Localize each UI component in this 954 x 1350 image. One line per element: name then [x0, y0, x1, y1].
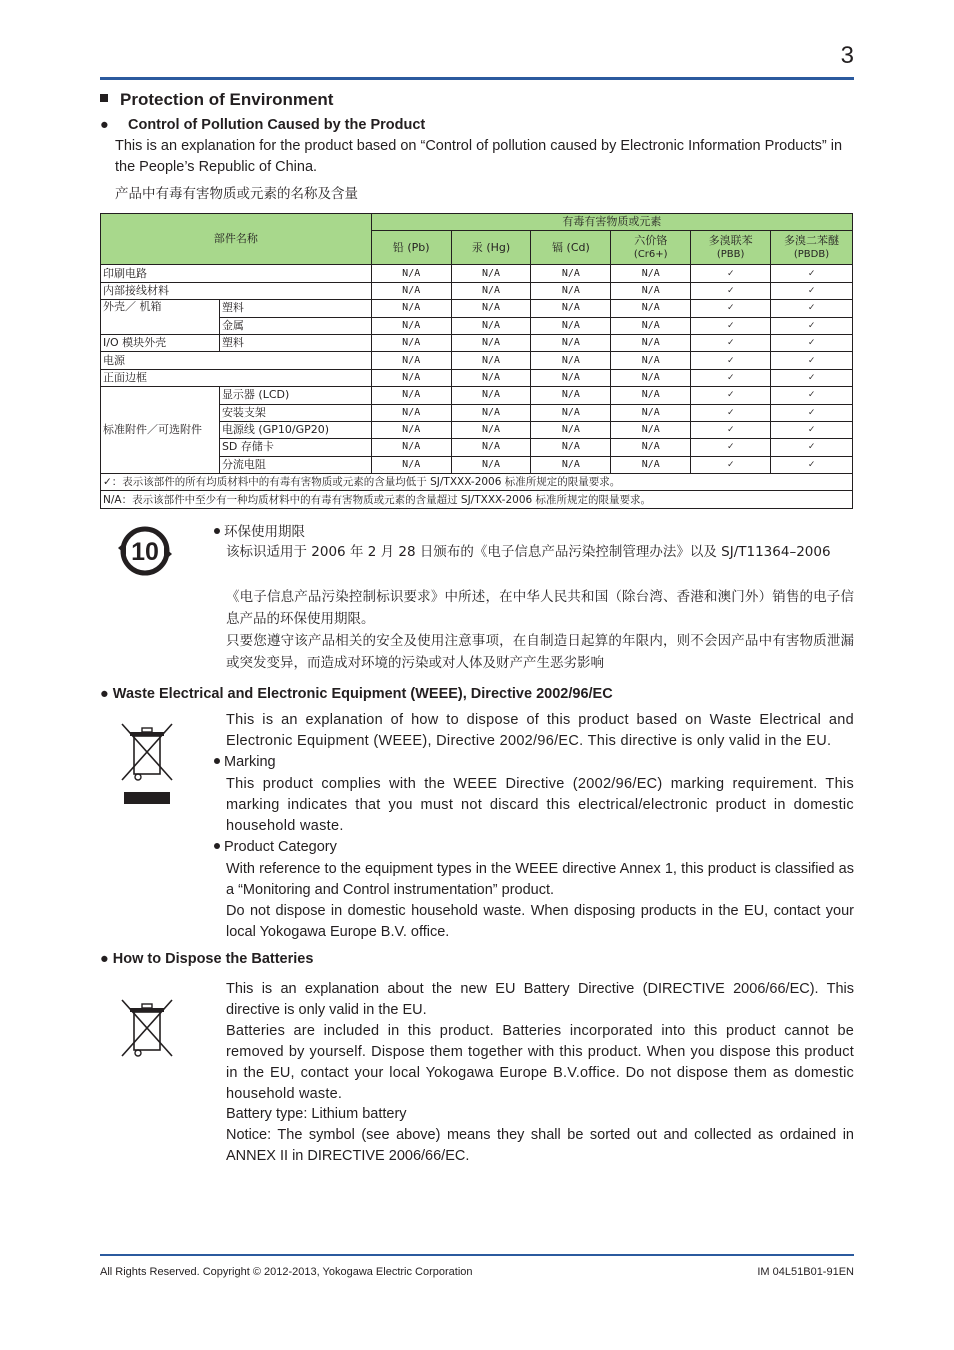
cell: N/A — [531, 421, 611, 438]
footer-doc-id: IM 04L51B01-91EN — [757, 1266, 854, 1278]
cell: N/A — [531, 404, 611, 421]
cell: N/A — [371, 352, 451, 369]
check-cell: ✓ — [691, 439, 771, 456]
row-label: I/O 模块外壳 — [101, 334, 220, 351]
cell: N/A — [451, 300, 531, 317]
check-cell: ✓ — [771, 387, 853, 404]
col-pbde-sub: (PBDB) — [793, 248, 830, 260]
battery-p4: Notice: The symbol (see above) means they shall be sorted out and collected as ordained in ANNEX II in DIRECTIVE 2006/66/EC. — [226, 1127, 854, 1164]
substance-group-header: 有毒有害物质或元素 — [371, 214, 852, 231]
row-label: 标准附件／可选附件 — [101, 387, 220, 474]
check-cell: ✓ — [691, 317, 771, 334]
cell: N/A — [611, 404, 691, 421]
cell: N/A — [451, 439, 531, 456]
epup-logo-number: 10 — [131, 538, 159, 566]
check-cell: ✓ — [691, 265, 771, 282]
row-sublabel: 显示器 (LCD) — [219, 387, 371, 404]
table-row — [101, 300, 853, 317]
epup-line2: 《电子信息产品污染控制标识要求》中所述，在中华人民共和国（除台湾、香港和澳门外）销售的电子信息产品的环保使用期限。 — [226, 589, 854, 627]
check-cell: ✓ — [771, 404, 853, 421]
cell: N/A — [371, 300, 451, 317]
cell: N/A — [531, 439, 611, 456]
cell: N/A — [531, 300, 611, 317]
cell: N/A — [451, 404, 531, 421]
row-label: 正面边框 — [101, 369, 372, 386]
footer-copyright: All Rights Reserved. Copyright © 2012-2013, Yokogawa Electric Corporation — [100, 1266, 473, 1278]
epup-10-year-icon — [112, 521, 178, 581]
check-cell: ✓ — [771, 352, 853, 369]
row-label: 内部接线材料 — [101, 282, 372, 299]
row-sublabel: 安装支架 — [219, 404, 371, 421]
cell: N/A — [611, 456, 691, 473]
cell: N/A — [531, 387, 611, 404]
check-cell: ✓ — [771, 300, 853, 317]
check-cell: ✓ — [691, 352, 771, 369]
col-pbb — [691, 231, 771, 265]
col-cr6-sub: (Cr6+) — [633, 248, 668, 260]
table-row — [101, 387, 853, 404]
check-cell: ✓ — [691, 300, 771, 317]
table-row — [101, 352, 853, 369]
battery-title: ● How to Dispose the Batteries — [100, 951, 314, 967]
table-note-check: ✓：表示该部件的所有均质材料中的有毒有害物质或元素的含量均低于 SJ/TXXX-2006 标准所规定的限量要求。 — [101, 474, 853, 491]
page-number: 3 — [840, 42, 854, 69]
check-cell: ✓ — [771, 265, 853, 282]
col-cr6-label: 六价铬 — [634, 233, 668, 247]
cell: N/A — [611, 387, 691, 404]
footer-rule — [100, 1254, 854, 1256]
cell: N/A — [451, 421, 531, 438]
cell: N/A — [371, 282, 451, 299]
col-cr6 — [611, 231, 691, 265]
weee-marking-text: This product complies with the WEEE Directive (2002/96/EC) marking requirement. This marking indicates that you must not discard this electrical/electronic product in domestic household waste. — [226, 776, 854, 834]
hazardous-substance-table — [100, 213, 853, 509]
col-hg: 汞 (Hg) — [451, 231, 531, 265]
cell: N/A — [531, 456, 611, 473]
cell: N/A — [451, 387, 531, 404]
epup-title-text: 环保使用期限 — [224, 524, 305, 540]
row-sublabel: 分流电阻 — [219, 456, 371, 473]
table-row — [101, 265, 853, 282]
cell: N/A — [611, 317, 691, 334]
col-pb: 铅 (Pb) — [371, 231, 451, 265]
check-cell: ✓ — [691, 421, 771, 438]
weee-intro: This is an explanation of how to dispose of this product based on Waste Electrical and Electronic Equipment (WEEE), Directive 2002/96/EC. This directive is only valid in the EU. — [226, 712, 854, 749]
table-note-na: N/A：表示该部件中至少有一种均质材料中的有毒有害物质或元素的含量超过 SJ/TXXX-2006 标准所规定的限量要求。 — [101, 491, 853, 508]
weee-category-title — [214, 837, 337, 858]
epup-title — [214, 520, 305, 540]
cell: N/A — [371, 421, 451, 438]
cell: N/A — [371, 456, 451, 473]
weee-category-text: With reference to the equipment types in the WEEE directive Annex 1, this product is classified as a “Monitoring and Control instrumentation” product. — [226, 861, 854, 898]
check-cell: ✓ — [771, 317, 853, 334]
header-rule — [100, 77, 854, 80]
check-cell: ✓ — [771, 334, 853, 351]
row-sublabel: 塑料 — [219, 300, 371, 317]
heading-text: Protection of Environment — [120, 90, 334, 109]
cell: N/A — [611, 369, 691, 386]
battery-crossed-bin-icon — [118, 998, 176, 1058]
cell: N/A — [451, 282, 531, 299]
cell: N/A — [371, 334, 451, 351]
cell: N/A — [531, 352, 611, 369]
cell: N/A — [531, 265, 611, 282]
cell: N/A — [611, 352, 691, 369]
cell: N/A — [451, 317, 531, 334]
check-cell: ✓ — [691, 387, 771, 404]
weee-dispose-text: Do not dispose in domestic household waste. When disposing products in the EU, contact your local Yokogawa Europe B.V. office. — [226, 903, 854, 940]
col-pbde-label: 多溴二苯醚 — [784, 233, 840, 247]
cell: N/A — [371, 387, 451, 404]
cell: N/A — [371, 317, 451, 334]
cell: N/A — [611, 282, 691, 299]
cell: N/A — [451, 352, 531, 369]
row-sublabel: SD 存储卡 — [219, 439, 371, 456]
epup-line1: 该标识适用于 2006 年 2 月 28 日颁布的《电子信息产品污染控制管理办法》以及 SJ/T11364–2006 — [226, 544, 831, 560]
cell: N/A — [451, 334, 531, 351]
pollution-intro: This is an explanation for the product based on “Control of pollution caused by Electronic Information Products” in the People’s Republic of China. — [115, 138, 843, 175]
battery-p3: Battery type: Lithium battery — [226, 1106, 407, 1122]
check-cell: ✓ — [771, 282, 853, 299]
cell: N/A — [611, 334, 691, 351]
battery-title-text: How to Dispose the Batteries — [112, 951, 314, 967]
square-bullet-icon — [100, 94, 108, 102]
check-cell: ✓ — [691, 334, 771, 351]
cell: N/A — [531, 317, 611, 334]
col-pbde — [771, 231, 853, 265]
cell: N/A — [371, 265, 451, 282]
battery-p1: This is an explanation about the new EU Battery Directive (DIRECTIVE 2006/66/EC). This directive is only valid in the EU. — [226, 981, 854, 1018]
check-cell: ✓ — [691, 369, 771, 386]
marking-title-text: Marking — [224, 754, 276, 770]
col-pbb-sub: (PBB) — [716, 248, 745, 260]
table-row — [101, 334, 853, 351]
category-title-text: Product Category — [224, 839, 337, 855]
cell: N/A — [611, 265, 691, 282]
crossed-bin-icon — [118, 722, 176, 806]
cell: N/A — [371, 439, 451, 456]
cell: N/A — [371, 404, 451, 421]
check-cell: ✓ — [691, 456, 771, 473]
pollution-title-text: Control of Pollution Caused by the Product — [128, 117, 426, 133]
table-row — [101, 282, 853, 299]
row-sublabel: 塑料 — [219, 334, 371, 351]
cell: N/A — [531, 282, 611, 299]
col-pbb-label: 多溴联苯 — [708, 233, 753, 247]
cell: N/A — [451, 456, 531, 473]
check-cell: ✓ — [771, 369, 853, 386]
cell: N/A — [451, 369, 531, 386]
section-heading — [100, 90, 333, 110]
battery-p2: Batteries are included in this product. Batteries incorporated into this product cannot be removed by yourself. Dispose them together with this product. When you dispose this product in the EU, contact your local Yokogawa Europe B.V.office. Do not dispose them as domestic household waste. — [226, 1023, 854, 1102]
epup-line3: 只要您遵守该产品相关的安全及使用注意事项，在自制造日起算的年限内，则不会因产品中有害物质泄漏或突发变异，而造成对环境的污染或对人体及财产产生恶劣影响 — [226, 633, 854, 671]
cell: N/A — [611, 421, 691, 438]
cell: N/A — [531, 334, 611, 351]
weee-marking-title — [214, 752, 276, 773]
row-label: 电源 — [101, 352, 372, 369]
row-sublabel: 电源线 (GP10/GP20) — [219, 421, 371, 438]
check-cell: ✓ — [771, 421, 853, 438]
cell: N/A — [371, 369, 451, 386]
weee-title-text: Waste Electrical and Electronic Equipment (WEEE), Directive 2002/96/EC — [112, 686, 613, 702]
cell: N/A — [531, 369, 611, 386]
check-cell: ✓ — [691, 282, 771, 299]
col-cd: 镉 (Cd) — [531, 231, 611, 265]
row-label: 印刷电路 — [101, 265, 372, 282]
row-label: 外壳／ 机箱 — [101, 300, 220, 335]
cell: N/A — [451, 265, 531, 282]
table-row — [101, 369, 853, 386]
pollution-title: ● Control of Pollution Caused by the Product — [100, 117, 426, 133]
check-cell: ✓ — [771, 439, 853, 456]
check-cell: ✓ — [771, 456, 853, 473]
table-caption: 产品中有毒有害物质或元素的名称及含量 — [115, 186, 358, 202]
part-name-header: 部件名称 — [101, 214, 372, 265]
check-cell: ✓ — [691, 404, 771, 421]
row-sublabel: 金属 — [219, 317, 371, 334]
cell: N/A — [611, 439, 691, 456]
weee-title: ● Waste Electrical and Electronic Equipment (WEEE), Directive 2002/96/EC — [100, 686, 613, 702]
cell: N/A — [611, 300, 691, 317]
